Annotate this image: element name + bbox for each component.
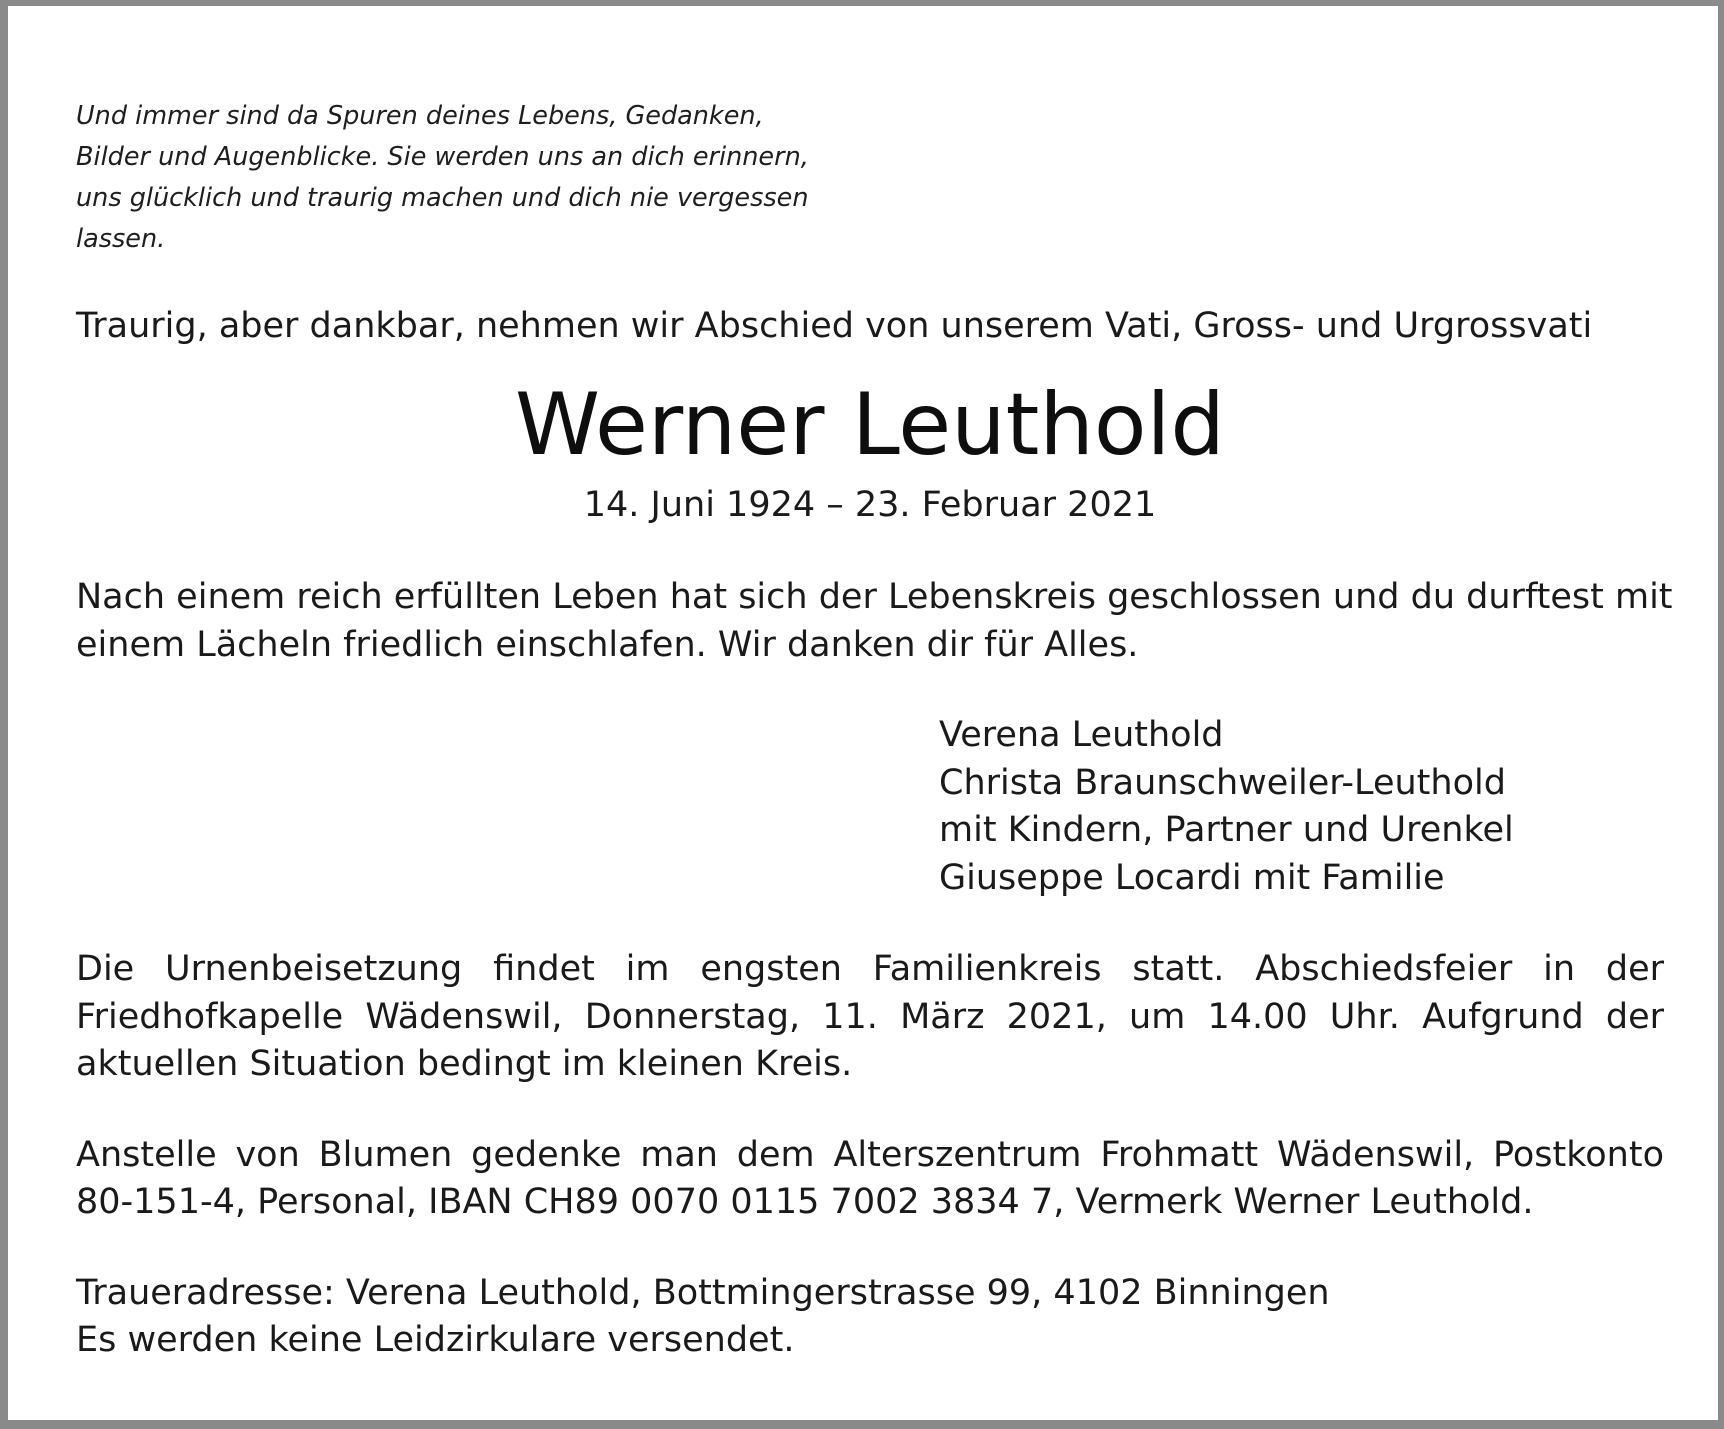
life-dates: 14. Juni 1924 – 23. Februar 2021 (583, 485, 1157, 525)
quote-line: lassen. (76, 224, 166, 254)
paragraph-line: einem Lächeln friedlich einschlafen. Wir danken dir für Alles. (76, 624, 1139, 665)
quote-line: uns glücklich und traurig machen und dich nie vergessen (76, 183, 809, 213)
mourning-address (76, 1270, 1664, 1365)
quote-line: Bilder und Augenblicke. Sie werden uns an dich erinnern, (76, 142, 809, 172)
deceased-name: Werner Leuthold (514, 375, 1225, 475)
paragraph-line: Friedhofkapelle Wädenswil, Donnerstag, 11. März 2021, um 14.00 Uhr. Aufgrund der (76, 996, 1664, 1037)
mourners-list (939, 712, 1664, 902)
ceremony-paragraph (76, 946, 1664, 1089)
paragraph-line: Die Urnenbeisetzung findet im engsten Familienkreis statt. Abschiedsfeier in der (76, 949, 1664, 989)
donation-paragraph (76, 1132, 1664, 1227)
obituary-notice (76, 96, 1673, 1365)
memorial-quote (76, 96, 936, 260)
address-line: Es werden keine Leidzirkulare versendet. (76, 1320, 795, 1360)
paragraph-line: aktuellen Situation bedingt im kleinen Kreis. (76, 1044, 853, 1084)
farewell-intro: Traurig, aber dankbar, nehmen wir Abschied von unserem Vati, Gross- und Urgrossvati (76, 306, 1593, 346)
paragraph-line: Anstelle von Blumen gedenke man dem Alterszentrum Frohmatt Wädenswil, Postkonto (76, 1134, 1664, 1175)
paragraph-line: Nach einem reich erfüllten Leben hat sich der Lebenskreis geschlossen und du durftest mit (76, 577, 1673, 617)
mourner-name: Verena Leuthold (939, 715, 1224, 755)
quote-line: Und immer sind da Spuren deines Lebens, Gedanken, (76, 101, 764, 131)
mourner-name: Christa Braunschweiler-Leuthold (939, 762, 1506, 803)
address-line: Traueradresse: Verena Leuthold, Bottmingerstrasse 99, 4102 Binningen (76, 1272, 1330, 1313)
mourner-name: mit Kindern, Partner und Urenkel (939, 810, 1514, 850)
life-paragraph (76, 574, 1673, 669)
mourner-name: Giuseppe Locardi mit Familie (939, 857, 1445, 898)
paragraph-line: 80-151-4, Personal, IBAN CH89 0070 0115 7002 3834 7, Vermerk Werner Leuthold. (76, 1182, 1534, 1222)
